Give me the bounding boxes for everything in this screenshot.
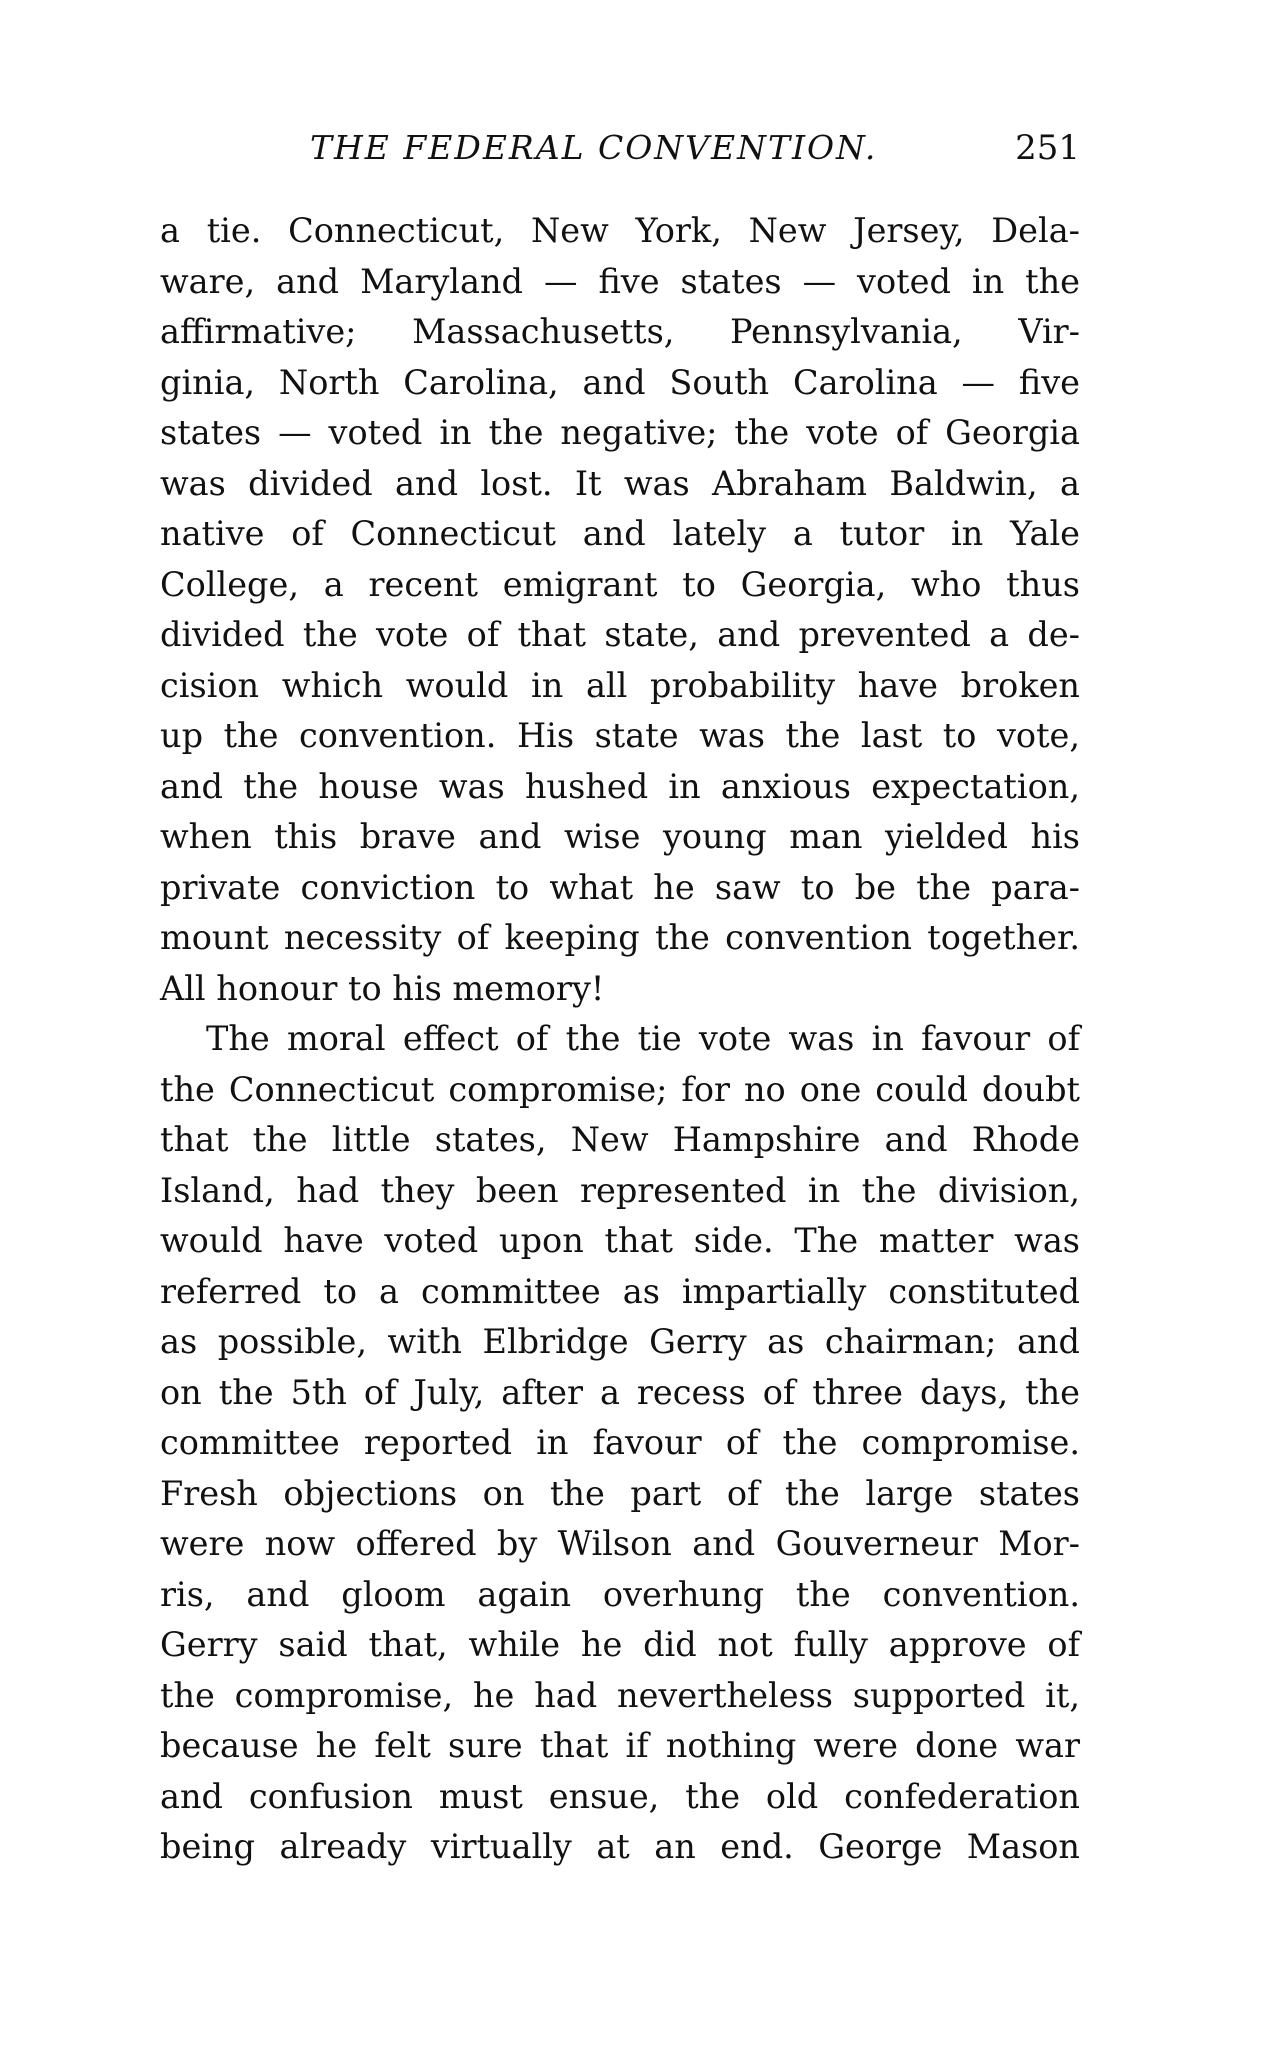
text-line: Island, had they been represented in the division,: [160, 1170, 1080, 1210]
text-line: were now offered by Wilson and Gouverneur Mor-: [160, 1524, 1080, 1563]
text-line: cision which would in all probability have broken: [160, 665, 1080, 705]
text-line: would have voted upon that side. The matter was: [160, 1221, 1080, 1260]
text-line: on the 5th of July, after a recess of three days, the: [160, 1372, 1080, 1412]
text-line: The moral effect of the tie vote was in favour of: [206, 1019, 1080, 1058]
text-line: being already virtually at an end. George Mason: [160, 1827, 1080, 1866]
text-line: a tie. Connecticut, New York, New Jersey, Dela-: [160, 211, 1080, 250]
text-line: College, a recent emigrant to Georgia, who thus: [160, 564, 1080, 604]
text-line: the compromise, he had nevertheless supported it,: [160, 1675, 1080, 1715]
text-line: and confusion must ensue, the old confederation: [160, 1776, 1080, 1816]
text-line: All honour to his memory!: [160, 968, 605, 1008]
text-line: up the convention. His state was the last to vote,: [160, 716, 1080, 755]
text-line: Gerry said that, while he did not fully approve of: [160, 1625, 1080, 1664]
text-line: native of Connecticut and lately a tutor in Yale: [160, 514, 1080, 553]
text-line: divided the vote of that state, and prevented a de-: [160, 615, 1080, 654]
text-line: ginia, North Carolina, and South Carolina — five: [160, 362, 1080, 402]
running-title: THE FEDERAL CONVENTION.: [310, 128, 878, 167]
page-header: [160, 128, 1080, 178]
text-line: when this brave and wise young man yielded his: [160, 817, 1080, 856]
text-line: as possible, with Elbridge Gerry as chairman; and: [160, 1322, 1080, 1361]
text-line: referred to a committee as impartially constituted: [160, 1271, 1080, 1311]
text-line: was divided and lost. It was Abraham Baldwin, a: [160, 463, 1080, 503]
page-number: 251: [1015, 128, 1080, 168]
text-line: the Connecticut compromise; for no one could doubt: [160, 1069, 1080, 1109]
text-line: ris, and gloom again overhung the convention.: [160, 1574, 1080, 1614]
text-line: that the little states, New Hampshire and Rhode: [160, 1120, 1080, 1159]
text-line: ware, and Maryland — five states — voted in the: [160, 261, 1080, 301]
text-line: mount necessity of keeping the convention together.: [160, 918, 1080, 957]
text-line: Fresh objections on the part of the large states: [160, 1473, 1080, 1513]
text-line: affirmative; Massachusetts, Pennsylvania, Vir-: [160, 312, 1080, 351]
text-line: because he felt sure that if nothing were done war: [160, 1726, 1080, 1765]
text-line: committee reported in favour of the compromise.: [160, 1423, 1080, 1462]
text-line: private conviction to what he saw to be the para-: [160, 867, 1080, 907]
text-line: and the house was hushed in anxious expectation,: [160, 766, 1080, 806]
text-line: states — voted in the negative; the vote of Georgia: [160, 413, 1080, 452]
body-text: [160, 206, 1080, 1873]
